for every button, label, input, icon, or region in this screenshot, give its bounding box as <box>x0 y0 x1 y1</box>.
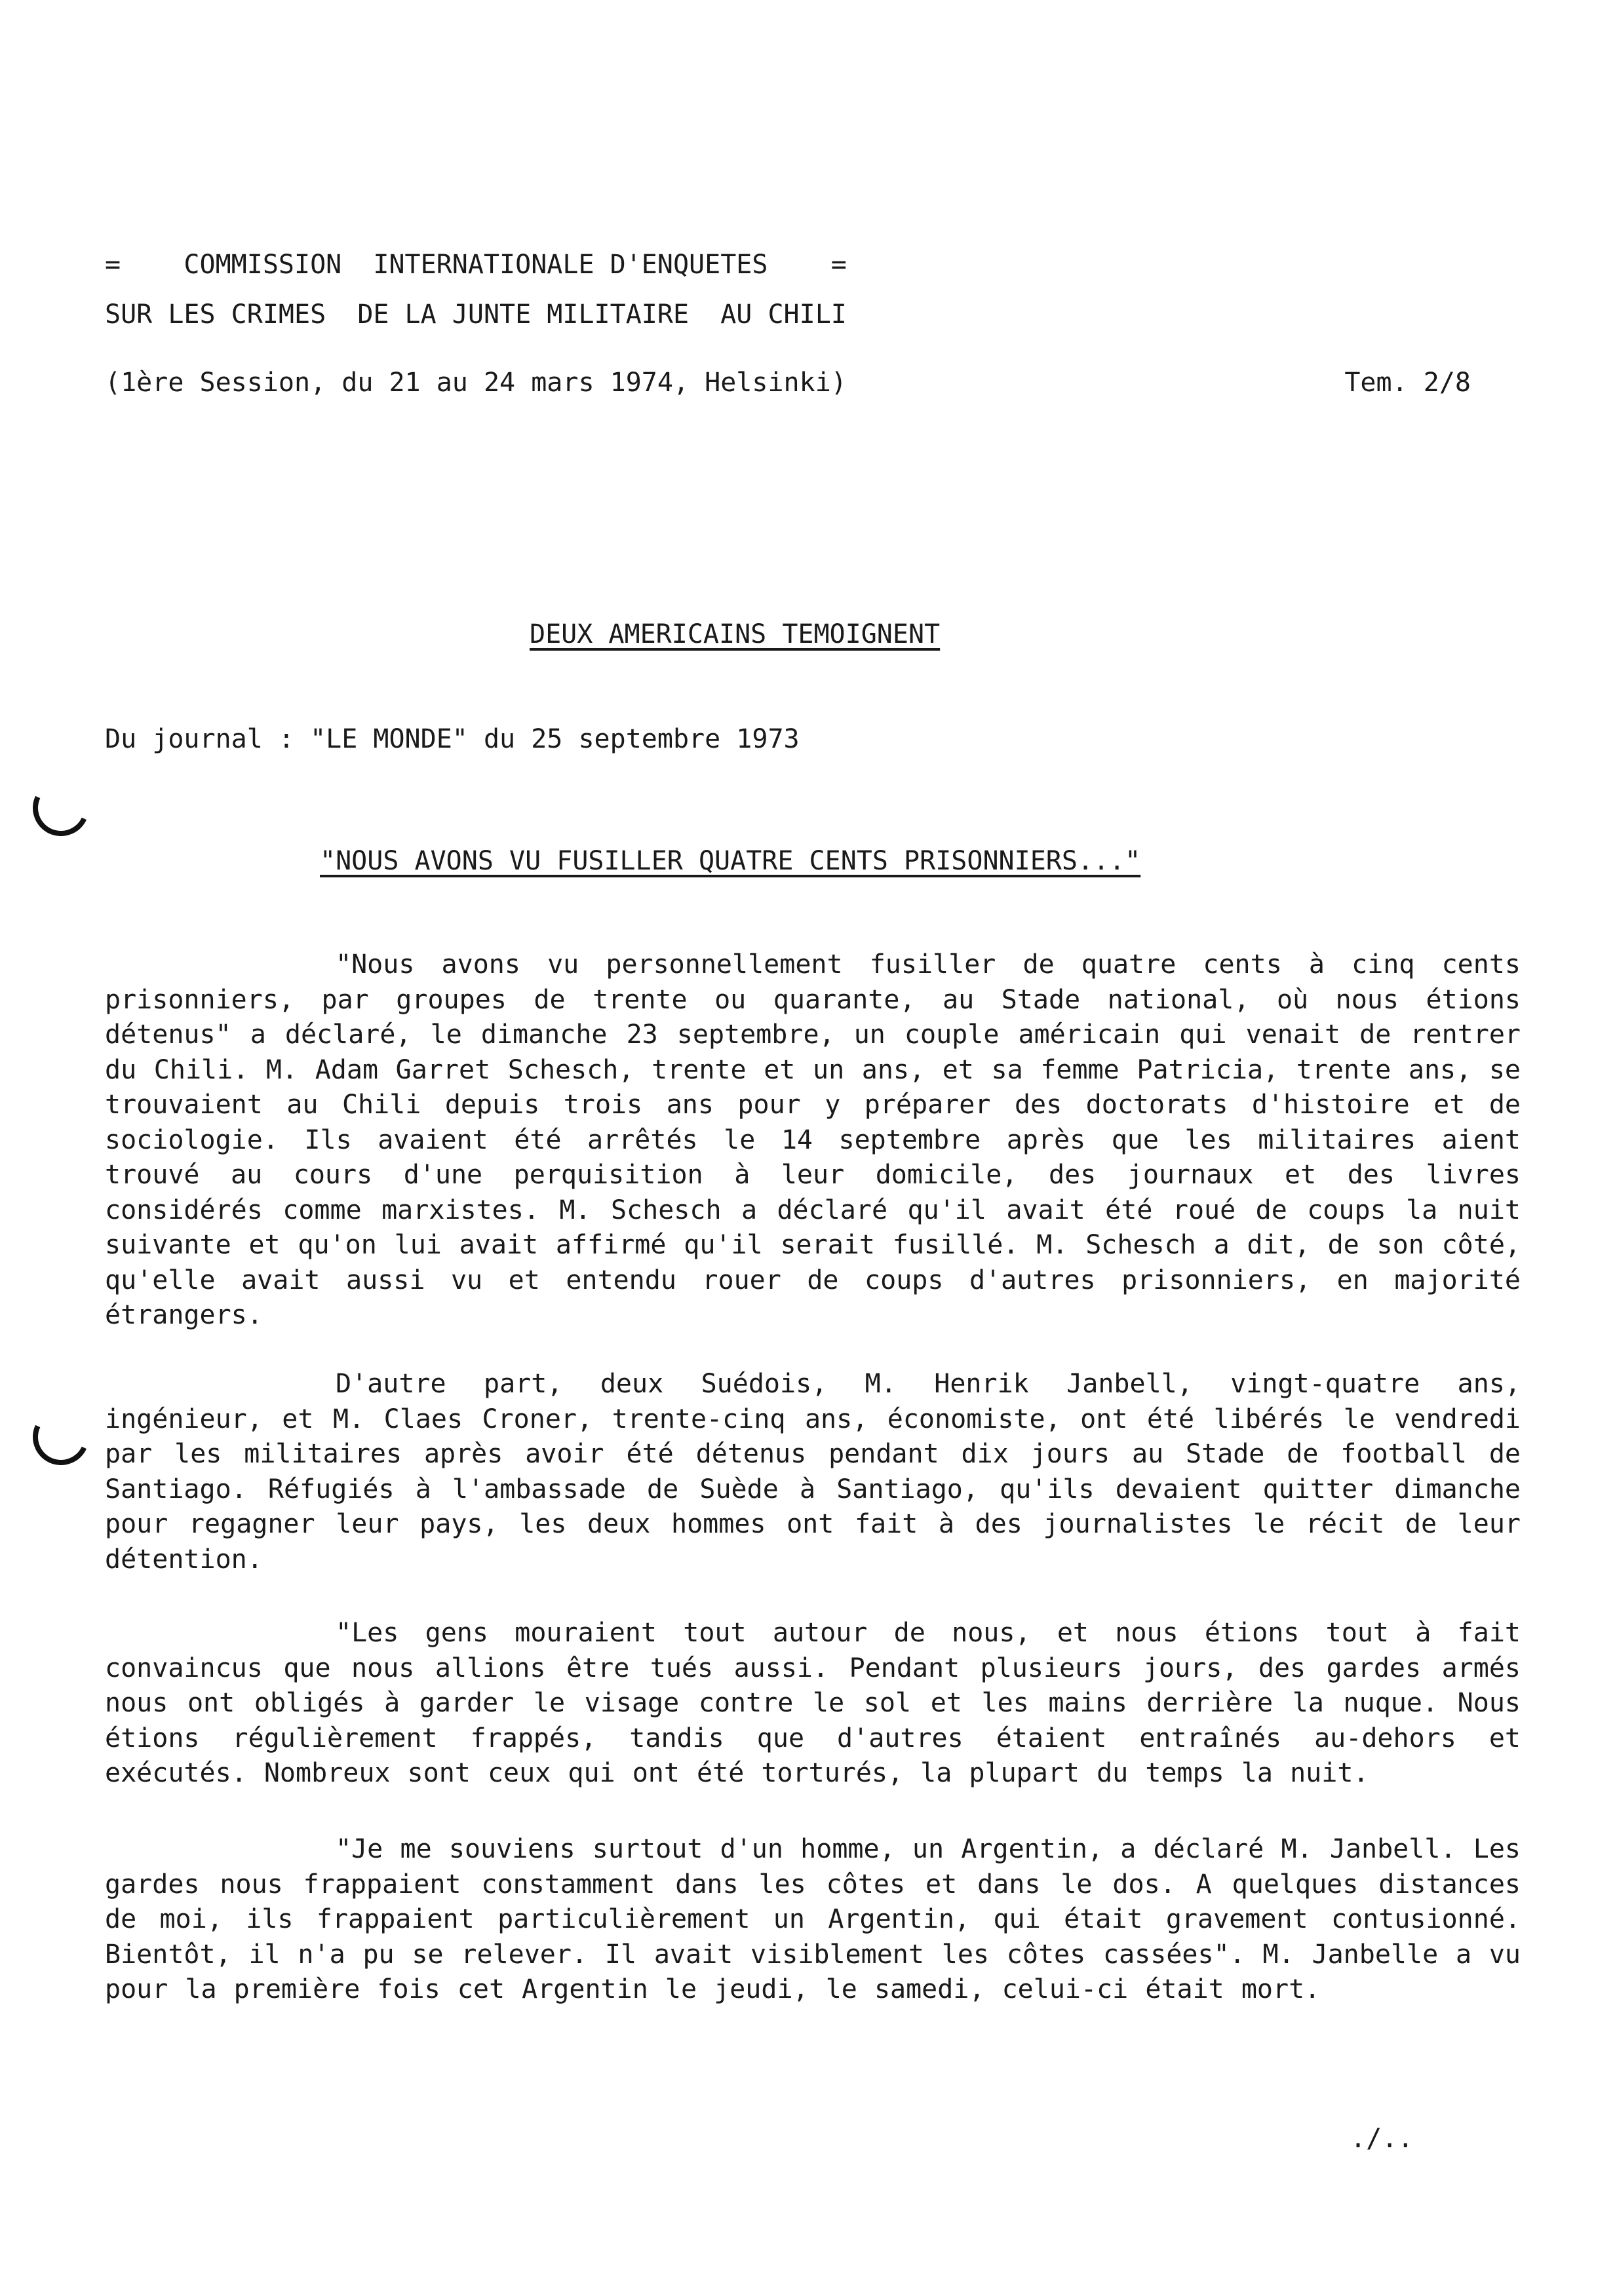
paragraph-2: D'autre part, deux Suédois, M. Henrik Janbell, vingt-quatre ans, ingénieur, et M. Claes Croner, trente-cinq ans, économiste, ont été libérés le vendredi par les militaires après avoir été détenus pendant dix jours au Stade de football de Santiago. Réfugiés à l'ambassade de Suède à Santiago, qu'ils devaient quitter dimanche pour regagner leur pays, les deux hommes ont fait à des journalistes le récit de leur détention. <box>105 1369 1521 1575</box>
paragraph-3: "Les gens mouraient tout autour de nous, et nous étions tout à fait convaincus que nous allions être tués aussi. Pendant plusieurs jours, des gardes armés nous ont obligés à garder le visage contre le sol et les mains derrière la nuque. Nous étions régulièrement frappés, tandis que d'autres étaient entraînés au-dehors et exécutés. Nombreux sont ceux qui ont été torturés, la plupart du temps la nuit. <box>105 1618 1521 1788</box>
paragraph-4: "Je me souviens surtout d'un homme, un Argentin, a déclaré M. Janbell. Les gardes nous frappaient constamment dans les côtes et dans le dos. A quelques distances de moi, ils frappaient particulièrement un Argentin, qui était gravement contusionné. Bientôt, il n'a pu se relever. Il avait visiblement les côtes cassées". M. Janbelle a vu pour la première fois cet Argentin le jeudi, le samedi, celui-ci était mort. <box>105 1834 1521 2004</box>
punch-hole-mark <box>25 772 97 844</box>
source-citation: Du journal : "LE MONDE" du 25 septembre 1973 <box>105 724 800 754</box>
commission-header-line2: SUR LES CRIMES DE LA JUNTE MILITAIRE AU CHILI <box>105 299 847 330</box>
document-reference: Tem. 2/8 <box>1344 368 1471 398</box>
continuation-mark: ./.. <box>1350 2124 1414 2154</box>
session-info: (1ère Session, du 21 au 24 mars 1974, Helsinki) <box>105 368 847 398</box>
punch-hole-mark <box>25 1401 97 1473</box>
paragraph-1: "Nous avons vu personnellement fusiller de quatre cents à cinq cents prisonniers, par groupes de trente ou quarante, au Stade national, où nous étions détenus" a déclaré, le dimanche 23 septembre, un couple américain qui venait de rentrer du Chili. M. Adam Garret Schesch, trente et un ans, et sa femme Patricia, trente ans, se trouvaient au Chili depuis trois ans pour y préparer des doctorats d'histoire et de sociologie. Ils avaient été arrêtés le 14 septembre après que les militaires aient trouvé au cours d'une perquisition à leur domicile, des journaux et des livres considérés comme marxistes. M. Schesch a déclaré qu'il avait été roué de coups la nuit suivante et qu'on lui avait affirmé qu'il serait fusillé. M. Schesch a dit, de son côté, qu'elle avait aussi vu et entendu rouer de coups d'autres prisonniers, en majorité étrangers. <box>105 949 1521 1330</box>
article-headline: "NOUS AVONS VU FUSILLER QUATRE CENTS PRISONNIERS..." <box>320 846 1141 876</box>
document-title: DEUX AMERICAINS TEMOIGNENT <box>530 619 941 649</box>
commission-header-line1: = COMMISSION INTERNATIONALE D'ENQUETES = <box>105 250 847 280</box>
